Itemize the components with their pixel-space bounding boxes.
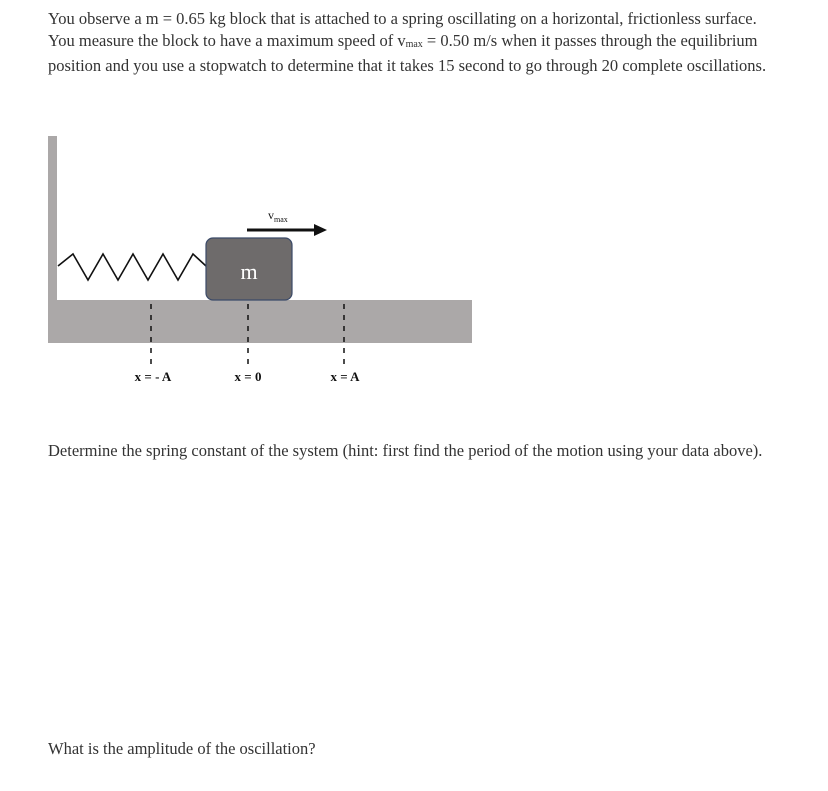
vmax-subscript: max [405, 38, 423, 50]
velocity-symbol: v [268, 208, 274, 222]
position-label-pos-a: x = A [330, 369, 360, 384]
question-spring-constant: Determine the spring constant of the system (hint: first find the period of the motion using your data above). [48, 441, 763, 460]
spring [58, 254, 206, 280]
problem-line-2-end: = 0.50 m/s when it passes through the equilibrium position and you use a stopwatch to determine that it takes 15 second to go through 20 complete oscillations. [48, 30, 767, 75]
question-amplitude: What is the amplitude of the oscillation? [48, 739, 316, 758]
velocity-subscript: max [274, 215, 288, 224]
problem-line-2-start: You measure the block to have a maximum speed of v [48, 30, 406, 50]
velocity-arrow-head [314, 224, 327, 236]
mass-label: m [240, 259, 258, 284]
problem-line-1: You observe a m = 0.65 kg block that is attached to a spring oscillating on a horizontal, frictionless surface. [48, 9, 757, 28]
position-label-neg-a: x = - A [134, 369, 172, 384]
position-label-zero: x = 0 [234, 369, 262, 384]
velocity-label [268, 208, 288, 224]
floor-surface [48, 300, 472, 343]
